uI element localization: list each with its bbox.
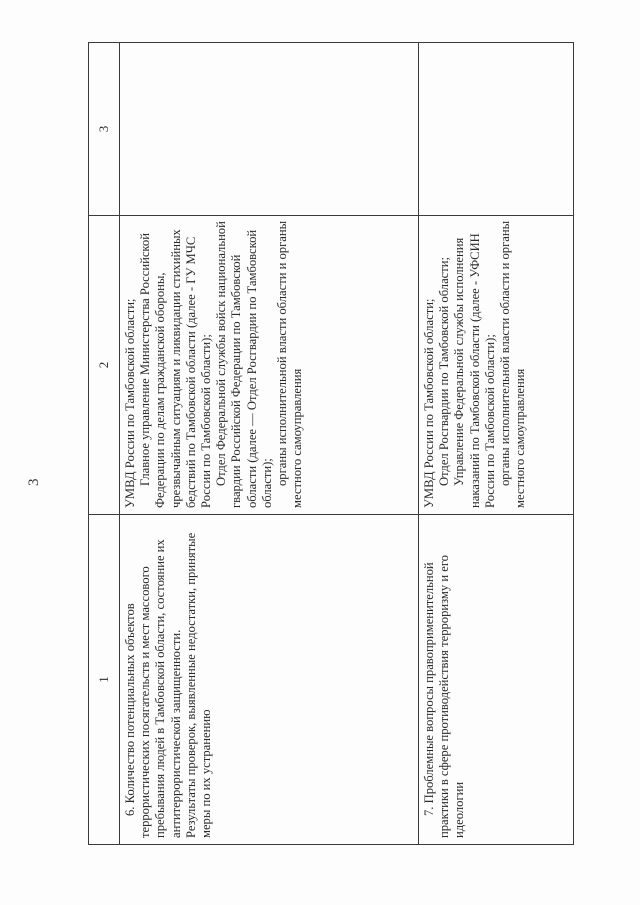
rotated-table-wrapper bbox=[88, 43, 572, 845]
header-cell-3: 3 bbox=[89, 43, 120, 216]
measures-table bbox=[88, 42, 574, 845]
row-6-responsible-4: органы исполнительной власти области и органы местного самоуправления bbox=[275, 220, 305, 508]
row-7-responsible-1: УМВД России по Тамбовской области; bbox=[422, 298, 436, 508]
row-7-responsible-4: органы исполнительной власти области и органы местного самоуправления bbox=[498, 220, 528, 508]
page-number: 3 bbox=[26, 478, 42, 486]
row-7-empty-cell bbox=[419, 43, 574, 216]
row-7-responsible-2: Отдел Росгвардии по Тамбовской области; bbox=[437, 256, 452, 486]
row-7-topic-text: 7. Проблемные вопросы правоприменительной практики в сфере противодействия терроризму и его идеологии bbox=[422, 555, 467, 838]
row-6-results-text: Результаты проверок, выявленные недостатки, принятые меры по их устранению bbox=[183, 532, 214, 838]
header-cell-1: 1 bbox=[89, 515, 120, 845]
row-6-topic-cell bbox=[120, 515, 419, 845]
table-row bbox=[419, 43, 574, 845]
row-6-empty-cell bbox=[120, 43, 419, 216]
header-cell-2: 2 bbox=[89, 216, 120, 515]
row-6-responsible-2: Главное управление Министерства Российской Федерации по делам гражданской обороны, чрезвычайным ситуациям и ликвидации стихийных бедствий по Тамбовской области (далее - ГУ МЧС России по Тамбовской области); bbox=[138, 229, 214, 508]
row-6-topic-text: 6. Количество потенциальных объектов террористических посягательств и мест массового пребывания людей в Тамбовской области, состояние их антитеррористической защищенности. bbox=[123, 539, 183, 838]
table-row bbox=[120, 43, 419, 845]
row-6-responsible-1: УМВД России по Тамбовской области; bbox=[123, 298, 137, 508]
row-7-topic-cell bbox=[419, 515, 574, 845]
row-7-responsible-cell bbox=[419, 216, 574, 515]
row-6-responsible-3: Отдел Федеральной службы войск национальной гвардии Российской Федерации по Тамбовской области (далее — Отдел Росгвардии по Тамбовской области); bbox=[214, 221, 274, 508]
row-7-responsible-3: Управление Федеральной службы исполнения наказаний по Тамбовской области (далее - УФСИН России по Тамбовской области); bbox=[452, 233, 497, 508]
row-6-responsible-cell bbox=[120, 216, 419, 515]
table-header-row bbox=[89, 43, 120, 845]
